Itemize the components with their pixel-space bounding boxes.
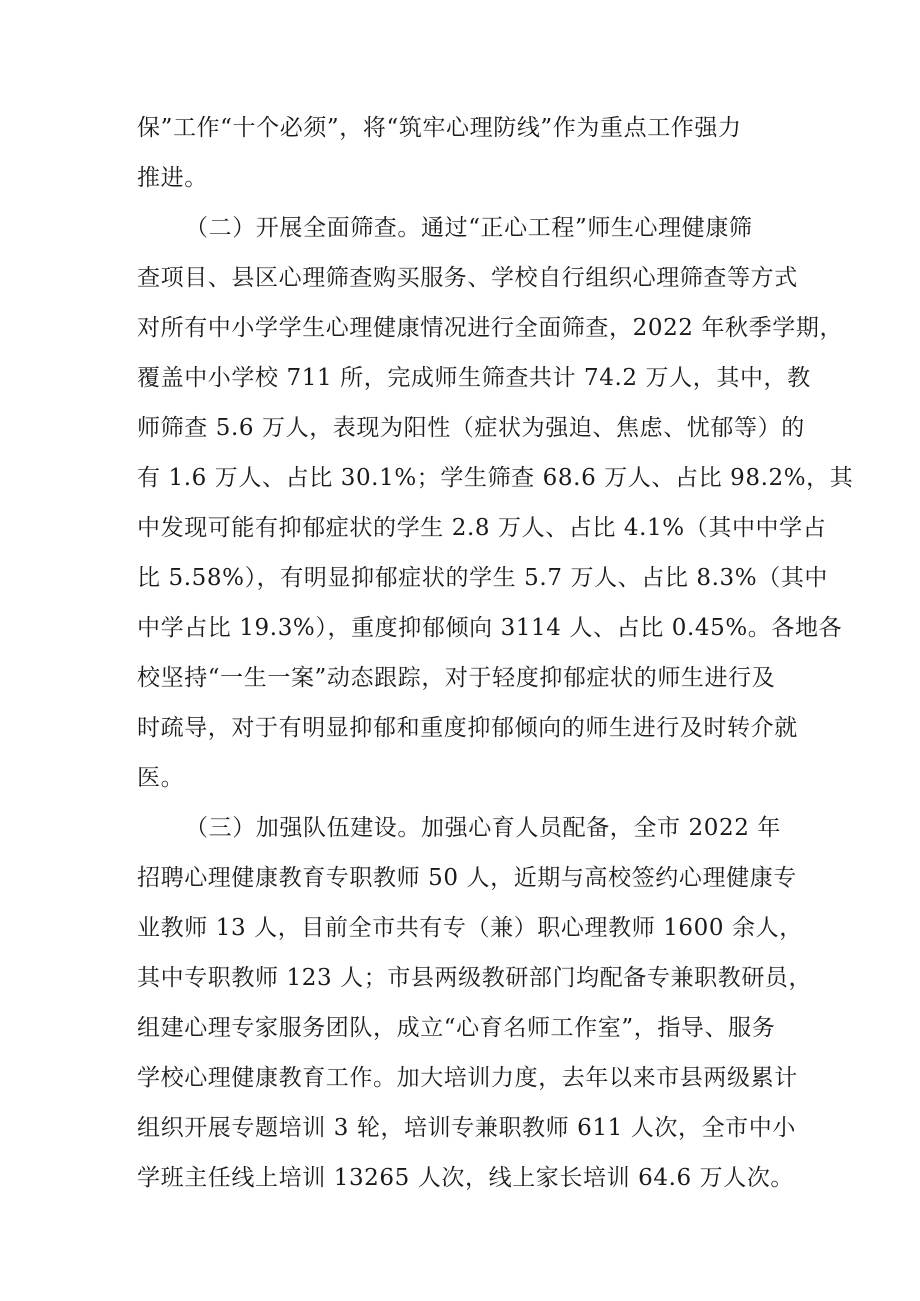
paragraph-line: 有 1.6 万人、占比 30.1%；学生筛查 68.6 万人、占比 98.2%，其 <box>137 465 854 491</box>
paragraph-line: 招聘心理健康教育专职教师 50 人，近期与高校签约心理健康专 <box>137 865 797 891</box>
paragraph-line: 医。 <box>137 765 185 791</box>
paragraph-line: 中学占比 19.3%），重度抑郁倾向 3114 人、占比 0.45%。各地各 <box>137 615 843 641</box>
paragraph-line: 组建心理专家服务团队，成立“心育名师工作室”，指导、服务 <box>137 1015 776 1041</box>
paragraph-line: 保”工作“十个必须”，将“筑牢心理防线”作为重点工作强力 <box>137 115 742 141</box>
paragraph-line: 师筛查 5.6 万人，表现为阳性（症状为强迫、焦虑、忧郁等）的 <box>137 415 805 441</box>
paragraph-line: 学校心理健康教育工作。加大培训力度，去年以来市县两级累计 <box>137 1065 798 1091</box>
paragraph-line: 覆盖中小学校 711 所，完成师生筛查共计 74.2 万人，其中，教 <box>137 365 811 391</box>
paragraph-line: 组织开展专题培训 3 轮，培训专兼职教师 611 人次，全市中小 <box>137 1115 796 1141</box>
paragraph-line: （三）加强队伍建设。加强心育人员配备，全市 2022 年 <box>185 815 781 841</box>
paragraph-line: 校坚持“一生一案”动态跟踪，对于轻度抑郁症状的师生进行及 <box>137 665 776 691</box>
paragraph-line: 学班主任线上培训 13265 人次，线上家长培训 64.6 万人次。 <box>137 1165 795 1191</box>
paragraph-line: 推进。 <box>137 165 208 191</box>
paragraph-line: 中发现可能有抑郁症状的学生 2.8 万人、占比 4.1%（其中中学占 <box>137 515 827 541</box>
paragraph-line: 比 5.58%），有明显抑郁症状的学生 5.7 万人、占比 8.3%（其中 <box>137 565 829 591</box>
paragraph-line: 其中专职教师 123 人；市县两级教研部门均配备专兼职教研员， <box>137 965 813 991</box>
paragraph-line: 业教师 13 人，目前全市共有专（兼）职心理教师 1600 余人， <box>137 915 803 941</box>
paragraph-line: 对所有中小学学生心理健康情况进行全面筛查，2022 年秋季学期， <box>137 315 844 341</box>
paragraph-line: 查项目、县区心理筛查购买服务、学校自行组织心理筛查等方式 <box>137 265 798 291</box>
paragraph-line: 时疏导，对于有明显抑郁和重度抑郁倾向的师生进行及时转介就 <box>137 715 798 741</box>
paragraph-line: （二）开展全面筛查。通过“正心工程”师生心理健康筛 <box>185 215 753 241</box>
